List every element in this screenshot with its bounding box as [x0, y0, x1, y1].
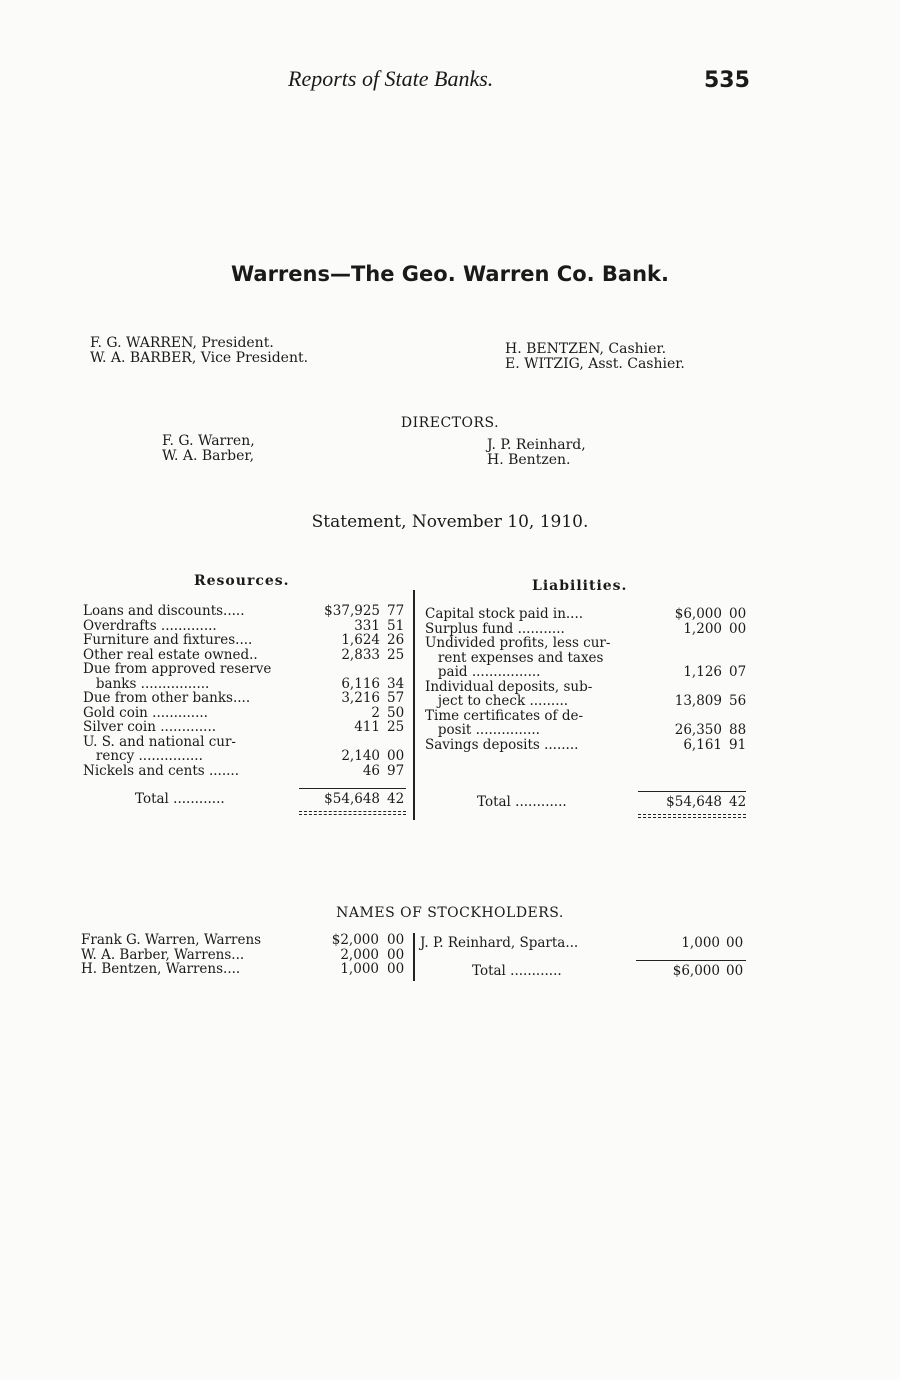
row-cents: 91	[729, 736, 747, 753]
row-dollars: 411	[354, 719, 380, 735]
page-number: 535	[704, 68, 750, 93]
directors-heading: DIRECTORS.	[400, 415, 500, 431]
total-cents: 00	[726, 963, 744, 979]
directors-right	[487, 438, 586, 468]
stockholders-left	[81, 933, 407, 981]
liability-row	[425, 607, 748, 622]
row-label: Due from other banks....	[83, 690, 251, 706]
total-double-rule	[299, 811, 406, 813]
total-dollars: $54,648	[324, 791, 380, 807]
row-label: ject to check .........	[425, 693, 569, 709]
row-dollars: 46	[362, 762, 380, 779]
statement-date: Statement, November 10, 1910.	[311, 512, 589, 532]
liability-row	[425, 723, 748, 738]
row-cents: 77	[387, 603, 405, 619]
resource-row	[83, 604, 406, 619]
row-cents: 97	[387, 762, 405, 779]
row-dollars: 1,000	[681, 935, 720, 951]
row-cents: 57	[387, 690, 405, 706]
running-title: Reports of State Banks.	[288, 66, 494, 91]
liability-row	[425, 636, 748, 651]
directors-left	[162, 434, 255, 464]
officer-cashier: H. BENTZEN, Cashier.	[505, 341, 667, 357]
resource-row	[83, 764, 406, 779]
row-dollars: 3,216	[341, 690, 380, 706]
row-dollars: 2,140	[341, 748, 380, 764]
total-cents: 42	[729, 794, 747, 810]
row-label: Furniture and fixtures....	[83, 632, 253, 648]
director: H. Bentzen.	[487, 452, 571, 468]
row-label: Surplus fund ...........	[425, 620, 565, 637]
liabilities-heading: Liabilities.	[532, 578, 628, 594]
row-label: W. A. Barber, Warrens...	[81, 946, 245, 963]
row-label: Other real estate owned..	[83, 646, 258, 663]
row-dollars: 2,833	[341, 646, 380, 663]
row-cents: 56	[729, 693, 747, 709]
column-divider	[413, 590, 415, 820]
row-label: paid ................	[425, 664, 541, 680]
resource-row	[83, 691, 406, 706]
liability-row	[425, 694, 748, 709]
total-row	[420, 964, 746, 979]
row-cents: 00	[726, 935, 744, 951]
liability-row	[425, 738, 748, 753]
resource-row	[83, 749, 406, 764]
row-dollars: 6,116	[341, 675, 380, 692]
row-dollars: 1,624	[341, 632, 380, 648]
row-cents: 50	[387, 704, 405, 721]
row-cents: 25	[387, 719, 405, 735]
stockholders-right	[420, 936, 746, 984]
liability-row	[425, 680, 748, 695]
total-cents: 42	[387, 791, 405, 807]
row-cents: 07	[729, 664, 747, 680]
row-label: Gold coin .............	[83, 704, 208, 721]
row-cents: 00	[729, 606, 747, 622]
row-dollars: 6,161	[683, 736, 722, 753]
row-label: banks ................	[83, 675, 210, 692]
row-label: Time certificates of de-	[425, 707, 584, 724]
officers-left	[90, 336, 308, 366]
row-label: Silver coin .............	[83, 719, 217, 735]
row-dollars: 1,200	[683, 620, 722, 637]
row-dollars: $37,925	[324, 603, 380, 619]
resource-row	[83, 633, 406, 648]
resource-row	[83, 677, 406, 692]
row-dollars: $2,000	[331, 932, 379, 948]
total-row	[425, 795, 748, 810]
row-cents: 00	[387, 748, 405, 764]
row-cents: 51	[387, 617, 405, 634]
officers-right	[505, 342, 685, 372]
total-label: Total ............	[472, 963, 562, 979]
row-dollars: 331	[354, 617, 380, 634]
stockholders-divider	[413, 933, 415, 981]
row-label: Overdrafts .............	[83, 617, 217, 634]
row-label: rent expenses and taxes	[425, 649, 604, 666]
resource-row	[83, 648, 406, 663]
resources-heading: Resources.	[194, 573, 290, 589]
officer-president: F. G. WARREN, President.	[90, 335, 274, 351]
row-label: Nickels and cents .......	[83, 762, 240, 779]
row-cents: 00	[387, 961, 405, 977]
row-label: Capital stock paid in....	[425, 606, 584, 622]
resource-row	[83, 662, 406, 677]
officer-vice-president: W. A. BARBER, Vice President.	[90, 350, 309, 366]
total-label: Total ............	[477, 794, 567, 810]
row-label: Undivided profits, less cur-	[425, 635, 611, 651]
row-label: Due from approved reserve	[83, 661, 272, 677]
row-cents: 88	[729, 722, 747, 738]
resources-table	[83, 604, 413, 834]
row-dollars: 2,000	[340, 946, 379, 963]
total-rule	[299, 788, 406, 789]
total-double-rule	[299, 814, 406, 816]
row-cents: 00	[729, 620, 747, 637]
row-label: posit ...............	[425, 722, 540, 738]
row-label: H. Bentzen, Warrens....	[81, 961, 241, 977]
resource-row	[83, 735, 406, 750]
row-label: Individual deposits, sub-	[425, 678, 593, 695]
row-cents: 00	[387, 932, 405, 948]
row-dollars: 1,126	[683, 664, 722, 680]
liabilities-table	[425, 607, 755, 837]
row-dollars: 13,809	[674, 693, 722, 709]
bank-title: Warrens—The Geo. Warren Co. Bank.	[230, 262, 670, 286]
row-label: U. S. and national cur-	[83, 733, 236, 750]
row-dollars: 2	[371, 704, 380, 721]
row-cents: 34	[387, 675, 405, 692]
total-row	[83, 792, 406, 807]
total-dollars: $6,000	[672, 963, 720, 979]
row-label: J. P. Reinhard, Sparta...	[420, 935, 579, 951]
director: W. A. Barber,	[162, 448, 255, 464]
stockholder-row	[81, 948, 407, 963]
liability-row	[425, 651, 748, 666]
stockholders-heading: NAMES OF STOCKHOLDERS.	[336, 905, 564, 921]
liability-row	[425, 665, 748, 680]
director: J. P. Reinhard,	[487, 437, 586, 453]
total-double-rule	[638, 817, 746, 819]
total-rule	[636, 960, 746, 961]
total-rule	[638, 791, 746, 792]
row-dollars: 26,350	[674, 722, 722, 738]
row-cents: 26	[387, 632, 405, 648]
officer-asst-cashier: E. WITZIG, Asst. Cashier.	[505, 356, 685, 372]
stockholder-row	[81, 933, 407, 948]
resource-row	[83, 619, 406, 634]
resource-row	[83, 720, 406, 735]
resource-row	[83, 706, 406, 721]
stockholder-row	[81, 962, 407, 977]
total-dollars: $54,648	[666, 794, 722, 810]
liability-row	[425, 709, 748, 724]
total-double-rule	[638, 814, 746, 816]
row-label: Frank G. Warren, Warrens	[81, 932, 262, 948]
row-cents: 25	[387, 646, 405, 663]
total-label: Total ............	[135, 791, 225, 807]
row-label: Loans and discounts.....	[83, 603, 245, 619]
row-cents: 00	[387, 946, 405, 963]
row-dollars: 1,000	[340, 961, 379, 977]
row-label: rency ...............	[83, 748, 203, 764]
stockholder-row	[420, 936, 746, 951]
liability-row	[425, 622, 748, 637]
row-dollars: $6,000	[674, 606, 722, 622]
row-label: Savings deposits ........	[425, 736, 579, 753]
director: F. G. Warren,	[162, 433, 255, 449]
